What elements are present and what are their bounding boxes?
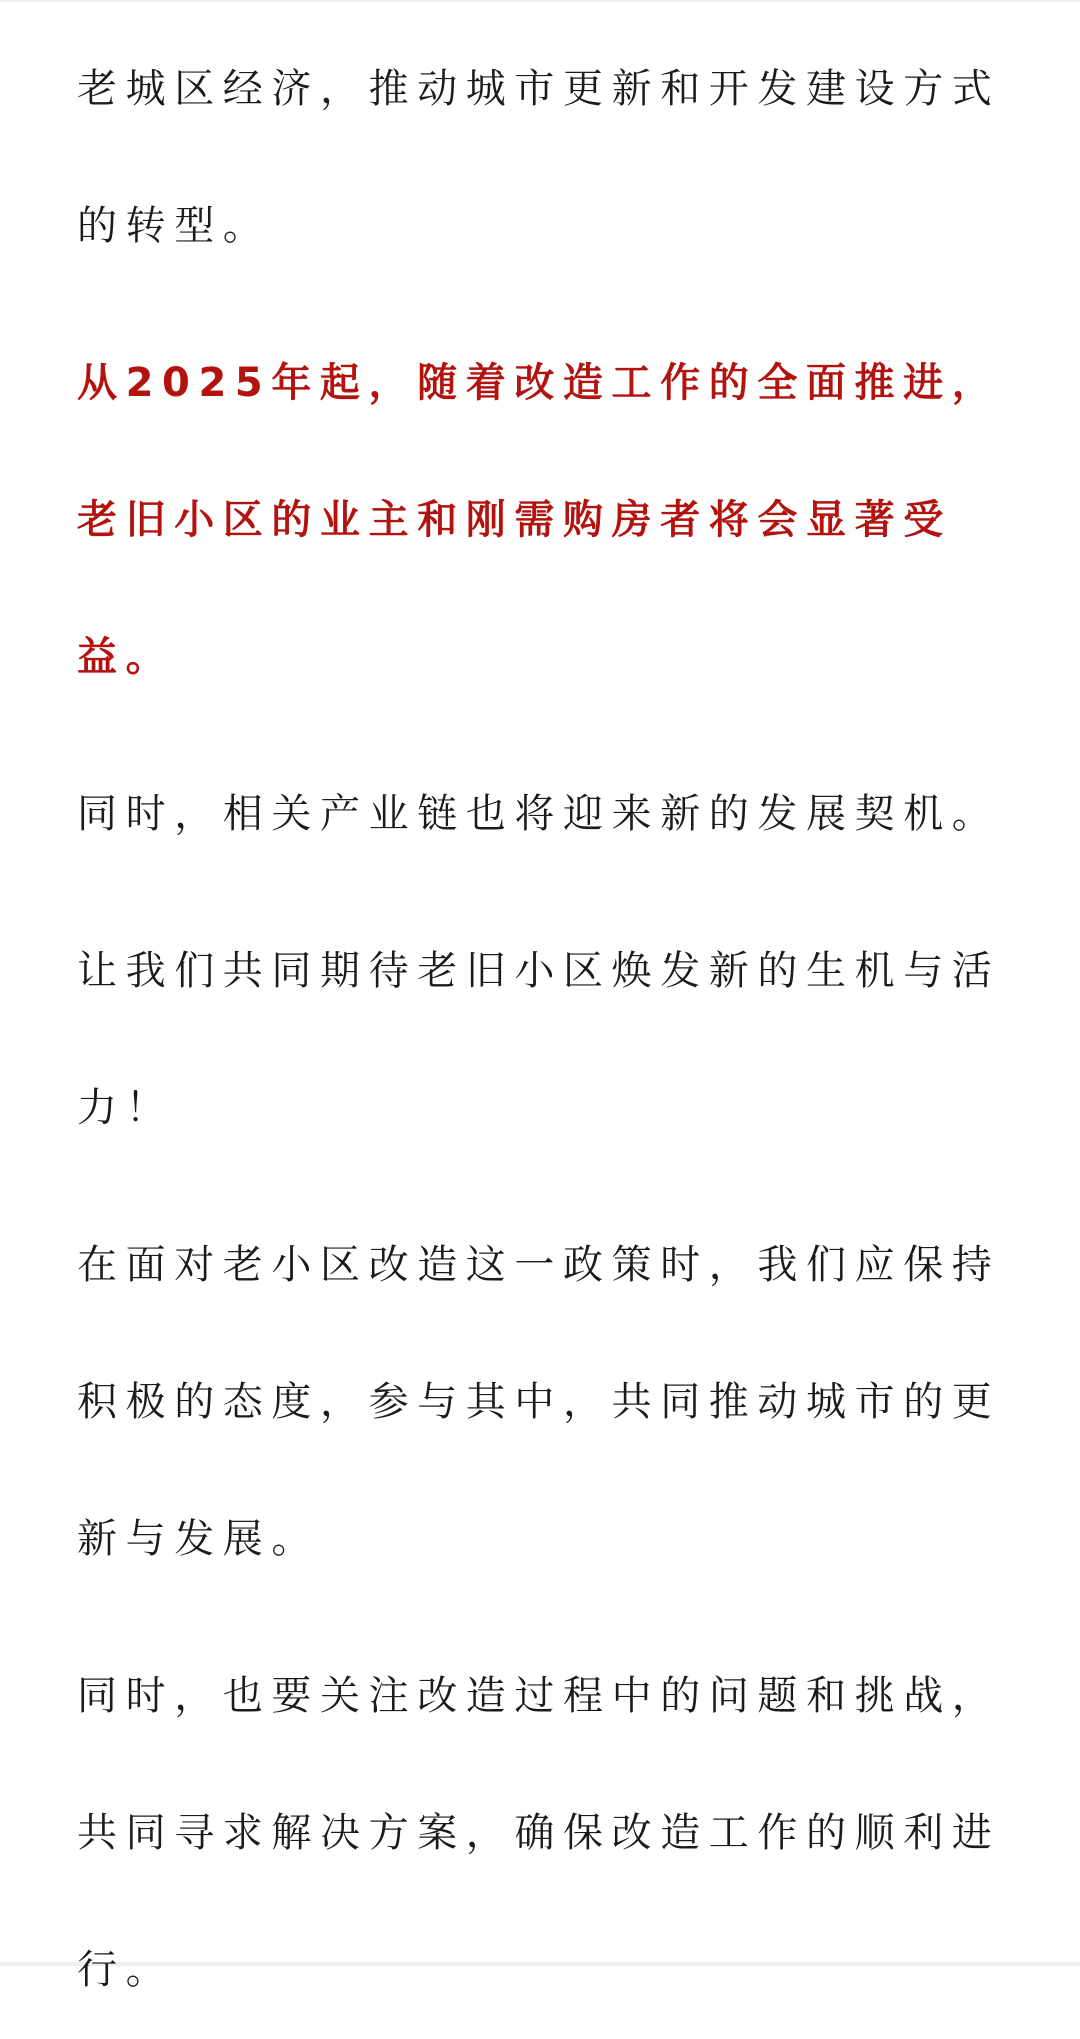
paragraph-transition: 老城区经济，推动城市更新和开发建设方式的转型。 [77,66,1001,249]
paragraph-attitude: 在面对老小区改造这一政策时，我们应保持积极的态度，参与其中，共同推动城市的更新与发展。 [77,1242,1001,1562]
paragraph-industry-chain: 同时，相关产业链也将迎来新的发展契机。 [77,791,1001,837]
highlighted-paragraph: 从2025年起，随着改造工作的全面推进，老旧小区的业主和刚需购房者将会显著受益。 [77,360,1001,680]
paragraph-challenges: 同时，也要关注改造过程中的问题和挑战，共同寻求解决方案，确保改造工作的顺利进行。 [77,1673,1001,1993]
article-body [77,2,1002,2039]
paragraph-vitality: 让我们共同期待老旧小区焕发新的生机与活力！ [77,948,1001,1131]
